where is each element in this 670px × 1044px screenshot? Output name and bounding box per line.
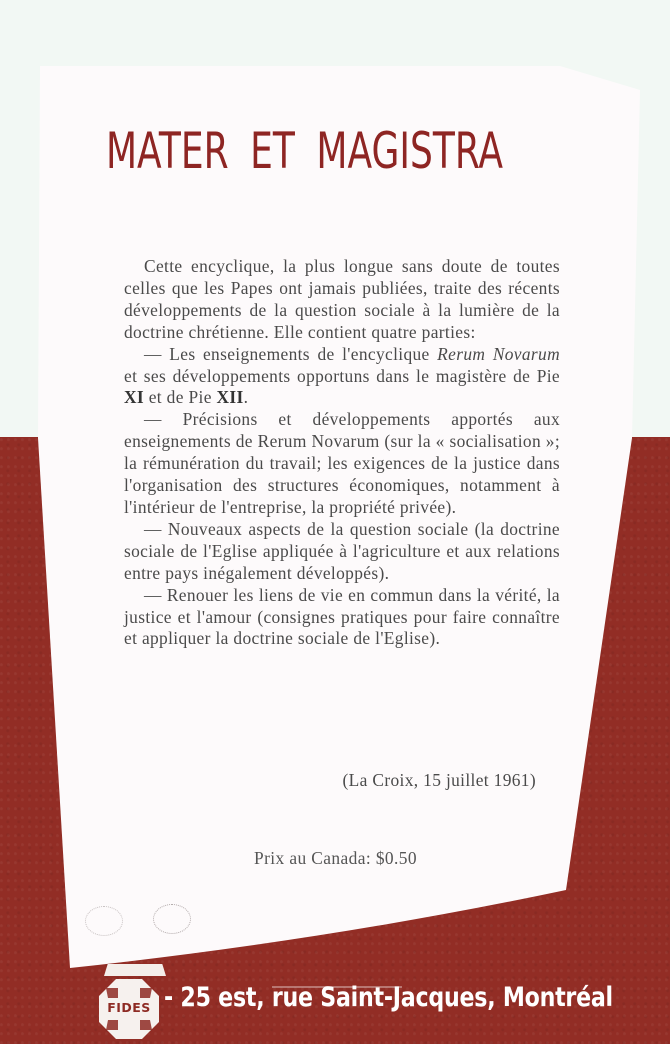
book-title: MATER ET MAGISTRA — [106, 122, 504, 180]
part-one-middle: et de Pie — [144, 387, 217, 408]
part-one-end: . — [243, 387, 249, 408]
part-one-prefix: — Les enseignements de l'encyclique — [144, 343, 438, 364]
part-four-paragraph: — Renouer les liens de vie en commun dans la vérité, la justice et l'amour (consignes pratiques pour faire connaître et appliquer la doctrine sociale de l'Eglise). — [124, 584, 560, 649]
price-label: Prix au Canada: $0.50 — [254, 848, 417, 868]
part-one-paragraph — [124, 344, 560, 410]
publisher-address: - 25 est, rue Saint-Jacques, Montréal — [164, 982, 613, 1013]
postmark-stamp-icon — [153, 904, 191, 934]
fides-logo-label: FIDES — [107, 1000, 151, 1015]
pope-numeral-xii: XII — [216, 387, 244, 408]
postmark-stamp-icon — [85, 906, 123, 936]
fine-print-line — [272, 986, 402, 988]
fides-banner-icon — [104, 964, 166, 976]
part-three-paragraph: — Nouveaux aspects de la question sociale (la doctrine sociale de l'Eglise appliquée à l'agriculture et aux relations entre pays inégalement développés). — [124, 518, 560, 583]
rerum-novarum-italic: Rerum Novarum — [437, 343, 560, 364]
publisher-footer — [98, 958, 613, 1038]
part-one-text: et ses développements opportuns dans le magistère de Pie — [124, 365, 560, 386]
pope-numeral-xi: XI — [124, 387, 145, 408]
intro-paragraph: Cette encyclique, la plus longue sans doute de toutes celles que les Papes ont jamais publiées, traite des récents développements de la question sociale à la lumière de la doctrine chrétienne. Elle contient quatre parties: — [124, 256, 560, 342]
description-text — [124, 256, 560, 650]
source-citation: (La Croix, 15 juillet 1961) — [342, 770, 536, 790]
part-two-paragraph: — Précisions et développements apportés aux enseignements de Rerum Novarum (sur la « socialisation »; la rémunération du travail; les exigences de la justice dans l'organisation des structures économiques, notamment à l'intérieur de l'entreprise, la propriété privée). — [124, 409, 560, 517]
